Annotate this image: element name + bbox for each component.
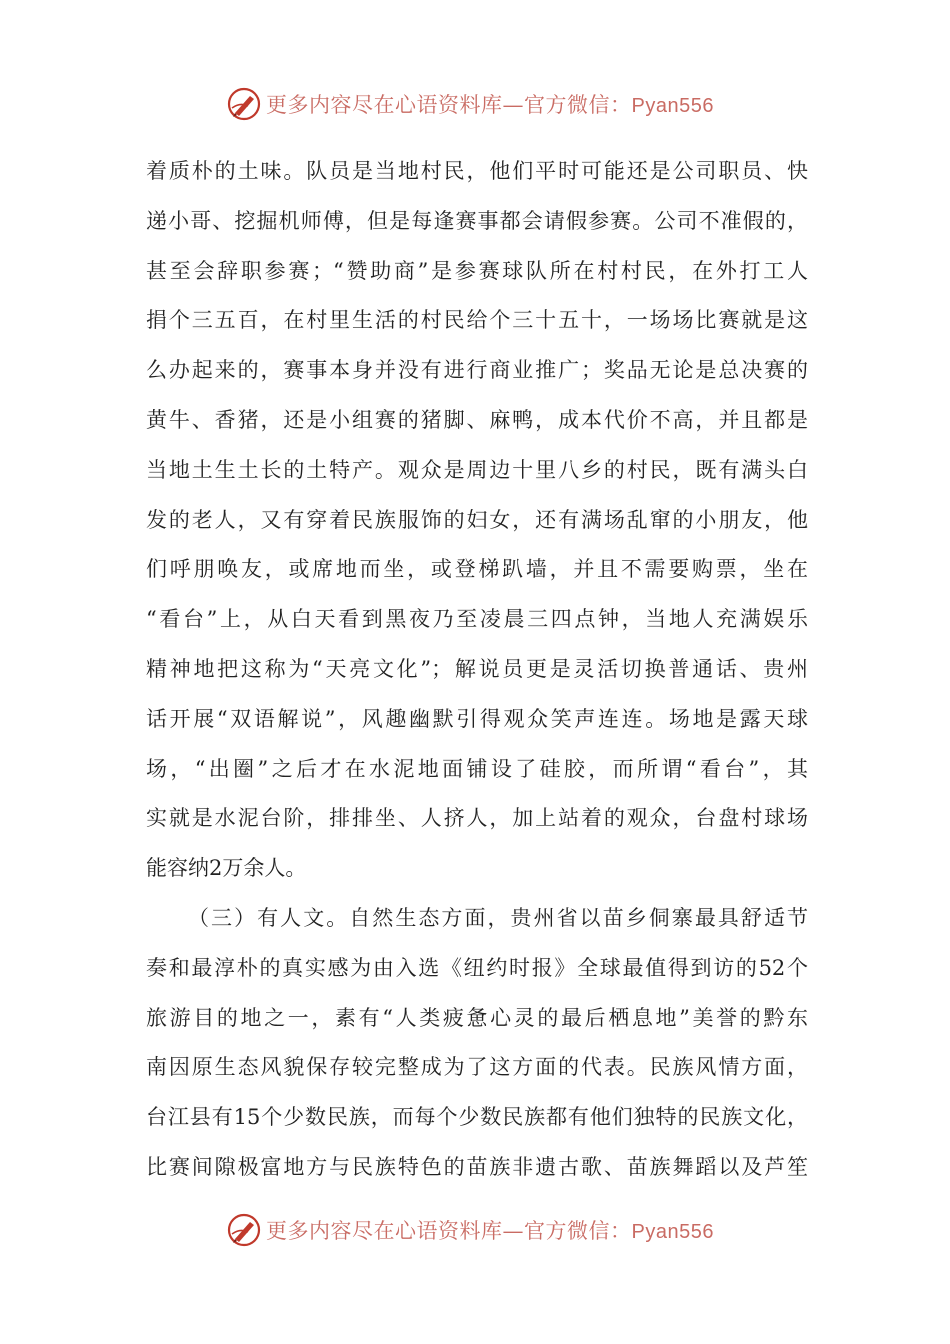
section-heading-line: （三）有人文。自然生态方面，贵州省以苗乡侗寨最具舒适节 [188,905,808,930]
body-line: 黄牛、香猪，还是小组赛的猪脚、麻鸭，成本代价不高，并且都是 [146,407,808,432]
body-line: 甚至会辞职参赛；“赞助商”是参赛球队所在村村民，在外打工人 [146,258,808,283]
body-line: “看台”上，从白天看到黑夜乃至凌晨三四点钟，当地人充满娱乐 [146,607,808,632]
body-line: 当地土生土长的土特产。观众是周边十里八乡的村民，既有满头白 [146,457,808,482]
pen-logo-icon [226,86,262,122]
watermark-wechat-id: Pyan556 [631,95,714,117]
watermark-main: 更多内容尽在心语资料库 [266,93,503,117]
body-line: 递小哥、挖掘机师傅，但是每逢赛事都会请假参赛。公司不准假的， [146,208,808,233]
watermark-wechat-id: Pyan556 [631,1221,714,1243]
watermark-main: 更多内容尽在心语资料库 [266,1219,503,1243]
watermark-footer [226,1210,726,1250]
body-line: 精神地把这称为“天亮文化”；解说员更是灵活切换普通话、贵州 [146,656,808,681]
watermark-header [226,84,726,124]
body-line: 实就是水泥台阶，排排坐、人挤人，加上站着的观众，台盘村球场 [146,806,808,831]
body-line: 捐个三五百，在村里生活的村民给个三十五十，一场场比赛就是这 [146,308,808,333]
document-body [146,147,808,1193]
body-line: 奏和最淳朴的真实感为由入选《纽约时报》全球最值得到访的52个 [146,955,808,980]
body-line: 话开展“双语解说”，风趣幽默引得观众笑声连连。场地是露天球 [146,706,808,731]
body-line: 么办起来的，赛事本身并没有进行商业推广；奖品无论是总决赛的 [146,358,808,383]
watermark-official: 官方微信： [524,93,632,117]
pen-logo-icon [226,1212,262,1248]
body-line: 南因原生态风貌保存较完整成为了这方面的代表。民族风情方面， [146,1055,808,1080]
watermark-dash: — [502,1219,524,1243]
watermark-text [266,1215,714,1245]
body-line: 们呼朋唤友，或席地而坐，或登梯趴墙，并且不需要购票，坐在 [146,557,808,582]
body-line: 着质朴的土味。队员是当地村民，他们平时可能还是公司职员、快 [146,159,808,183]
body-line: 台江县有15个少数民族，而每个少数民族都有他们独特的民族文化， [146,1105,808,1130]
watermark-dash: — [502,93,524,117]
body-line: 发的老人，又有穿着民族服饰的妇女，还有满场乱窜的小朋友，他 [146,507,808,532]
body-line: 旅游目的地之一，素有“人类疲惫心灵的最后栖息地”美誉的黔东 [146,1005,808,1030]
watermark-text [266,89,714,119]
watermark-official: 官方微信： [524,1219,632,1243]
body-line: 能容纳2万余人。 [146,856,307,881]
body-line: 比赛间隙极富地方与民族特色的苗族非遗古歌、苗族舞蹈以及芦笙 [146,1154,808,1179]
body-line: 场，“出圈”之后才在水泥地面铺设了硅胶，而所谓“看台”，其 [146,756,808,781]
